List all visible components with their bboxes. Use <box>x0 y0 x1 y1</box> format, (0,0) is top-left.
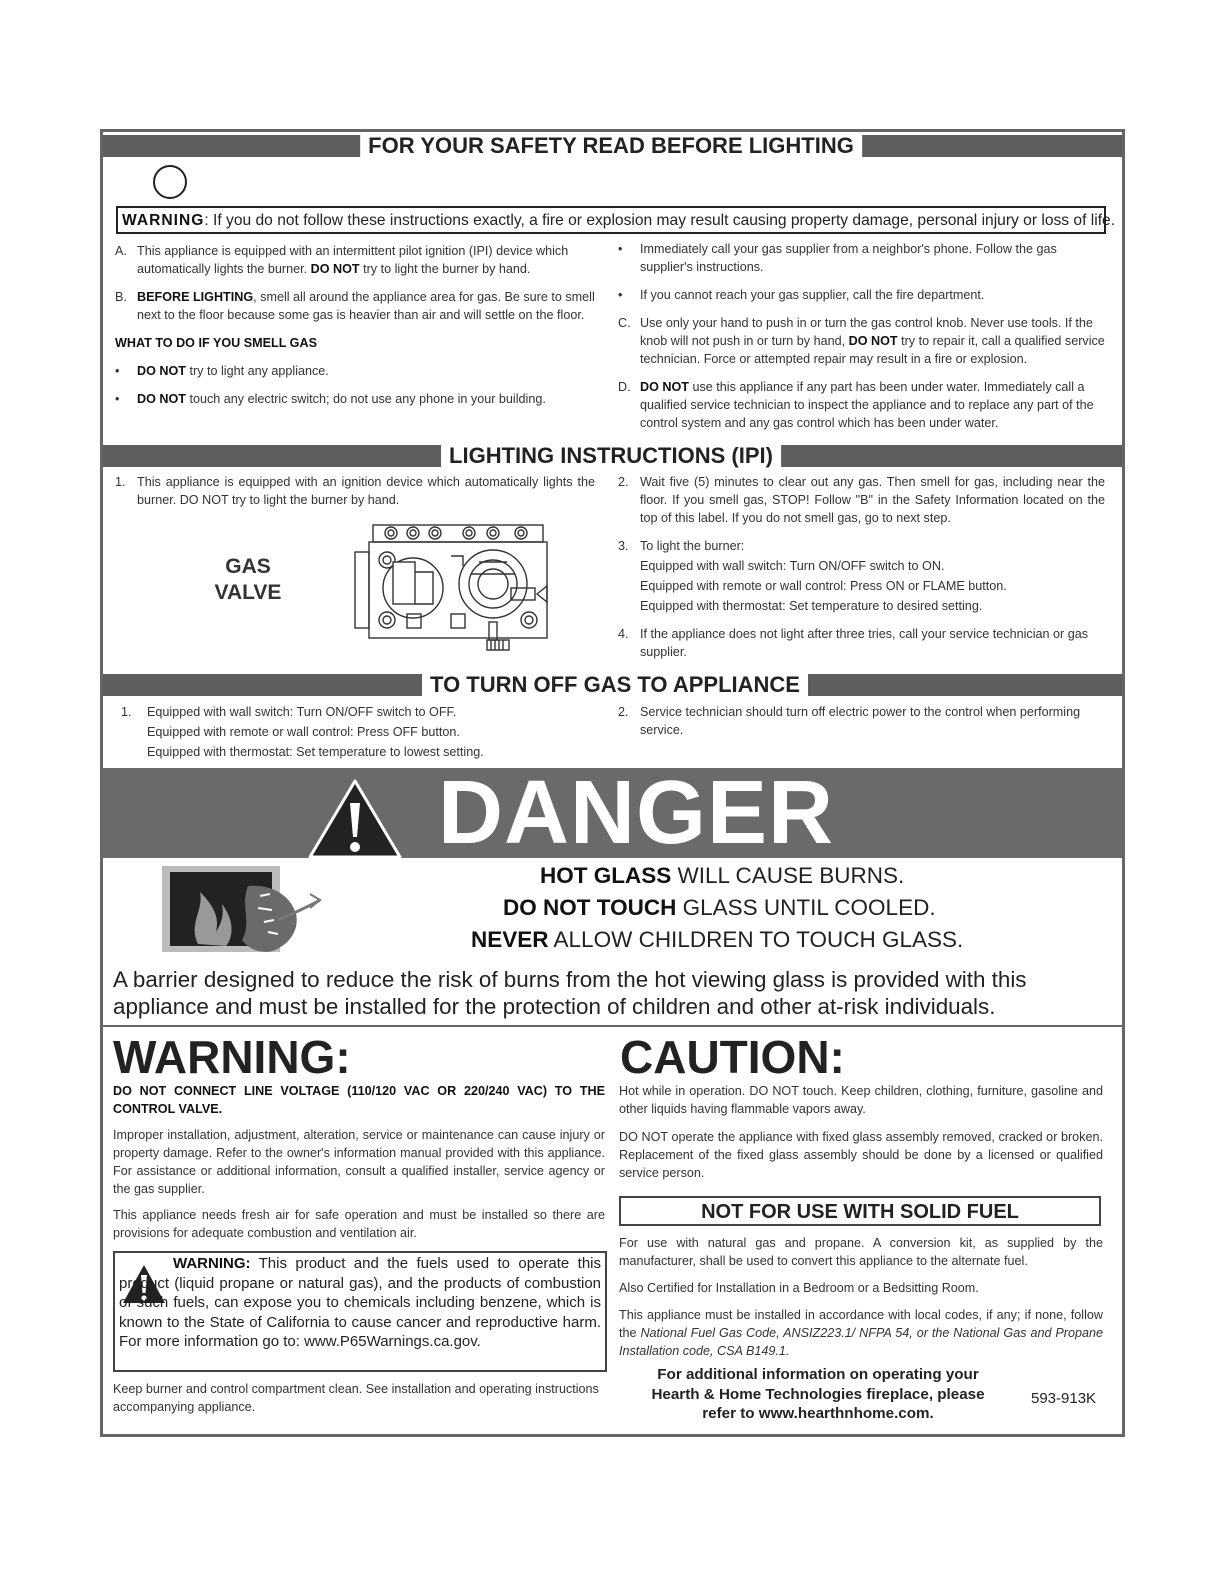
turnoff-header: TO TURN OFF GAS TO APPLIANCE <box>422 674 808 696</box>
turnoff-header-bar <box>103 674 1122 696</box>
hot-glass-line: HOT GLASS WILL CAUSE BURNS. <box>540 863 905 888</box>
part-number: 593-913K <box>1031 1390 1097 1407</box>
lighting-step-2: 2. Wait five (5) minutes to clear out any gas. Then smell for gas, including near the floor. If you smell gas, STOP! Follow "B" in the Safety Information located on the top of this label. If you do not smell gas, go to next step. <box>618 475 1105 525</box>
divider <box>103 1025 1122 1027</box>
lighting-right-column <box>618 473 1105 661</box>
natural-gas-text: For use with natural gas and propane. A conversion kit, as supplied by the manufacturer, shall be used to convert this appliance to the alternate fuel. <box>619 1236 1103 1268</box>
lighting-step-4: 4. If the appliance does not light after three tries, call your service technician or gas supplier. <box>618 627 1089 659</box>
warning-column <box>113 1082 605 1242</box>
bedroom-text: Also Certified for Installation in a Bedroom or a Bedsitting Room. <box>619 1281 979 1295</box>
prop65-text: WARNING: This product and the fuels used to operate this product (liquid propane or natural gas), and the products of combustion of such fuels, can expose you to chemicals including benzene, which is known to the State of California to cause cancer and reproductive harm. For more information go to: www.P65Warnings.ca.gov. <box>119 1255 601 1351</box>
do-not-touch-line: DO NOT TOUCH GLASS UNTIL COOLED. <box>503 895 936 920</box>
safety-header: FOR YOUR SAFETY READ BEFORE LIGHTING <box>360 135 862 157</box>
caution-title: CAUTION: <box>620 1031 845 1083</box>
smell-gas-heading: WHAT TO DO IF YOU SMELL GAS <box>115 336 317 350</box>
smell-bullet-3: • Immediately call your gas supplier from a neighbor's phone. Follow the gas supplier's instructions. <box>618 242 1057 274</box>
turnoff-step-1: 1. Equipped with wall switch: Turn ON/OFF switch to OFF. Equipped with remote or wall control: Press OFF button. Equipped with thermostat: Set temperature to lowest setting. <box>121 705 484 759</box>
fuel-info-column <box>619 1234 1103 1360</box>
fresh-air-text: This appliance needs fresh air for safe operation and must be installed so there are provisions for adequate combustion and ventilation air. <box>113 1208 605 1240</box>
safety-left-column <box>115 242 595 408</box>
safety-header-bar <box>103 135 1122 157</box>
warning-box <box>116 206 1116 234</box>
lighting-header: LIGHTING INSTRUCTIONS (IPI) <box>441 445 781 467</box>
warning-line <box>122 210 1115 232</box>
prop65-warning-box <box>113 1251 607 1372</box>
improper-install-text: Improper installation, adjustment, alteration, service or maintenance can cause injury or property damage. Refer to the owner's information manual provided with this appliance. For assistance or additional information, consult a qualified installer, service agency or the gas supplier. <box>113 1128 605 1196</box>
safety-item-d: D. DO NOT use this appliance if any part has been under water. Immediately call a qualified service technician to inspect the appliance and to replace any part of the control system and any gas control which has been under water. <box>618 380 1094 430</box>
lighting-step-3: 3. To light the burner: Equipped with wall switch: Turn ON/OFF switch to ON. Equipped with remote or wall control: Press ON or FLAME button. Equipped with thermostat: Set temperature to desired setting. <box>618 539 1007 613</box>
circle-icon <box>153 165 187 199</box>
smell-bullet-4: • If you cannot reach your gas supplier, call the fire department. <box>618 288 985 302</box>
smell-bullet-1: • DO NOT try to light any appliance. <box>115 364 329 378</box>
safety-item-a: A. This appliance is equipped with an intermittent pilot ignition (IPI) device which automatically lights the burner. DO NOT try to light the burner by hand. <box>115 244 569 276</box>
warning-triangle-icon <box>308 779 402 859</box>
hot-operation-text: Hot while in operation. DO NOT touch. Keep children, clothing, furniture, gasoline and other liquids having flammable vapors away. <box>619 1084 1103 1116</box>
solid-fuel-box <box>619 1196 1101 1226</box>
danger-banner <box>103 763 1122 863</box>
danger-title: DANGER <box>438 763 835 863</box>
fixed-glass-text: DO NOT operate the appliance with fixed glass assembly removed, cracked or broken. Replacement of the fixed glass assembly should be done by a licensed or qualified service person. <box>619 1130 1103 1180</box>
codes-text: This appliance must be installed in accordance with local codes, if any; if none, follow the National Fuel Gas Code, ANSIZ223.1/ NFPA 54, or the National Gas and Propane Installation code, CSA B149.1. <box>619 1308 1103 1358</box>
gas-valve-label: GAS VALVE <box>214 555 282 604</box>
hot-glass-burn-icon <box>160 864 325 954</box>
warning-label: WARNING <box>122 212 205 229</box>
safety-item-b: B. BEFORE LIGHTING, smell all around the appliance area for gas. Be sure to smell next to the floor because some gas is heavier than air and will settle on the floor. <box>115 290 595 322</box>
barrier-notice: A barrier designed to reduce the risk of burns from the hot viewing glass is provided with this appliance and must be installed for the protection of children and other at-risk individuals. <box>113 967 1027 1019</box>
safety-label <box>100 129 1125 1437</box>
smell-bullet-2: • DO NOT touch any electric switch; do not use any phone in your building. <box>115 392 546 406</box>
never-allow-line: NEVER ALLOW CHILDREN TO TOUCH GLASS. <box>471 927 964 952</box>
additional-info: For additional information on operating your Hearth & Home Technologies fireplace, please refer to www.hearthnhome.com. <box>651 1366 985 1423</box>
voltage-warning: DO NOT CONNECT LINE VOLTAGE (110/120 VAC OR 220/240 VAC) TO THE CONTROL VALVE. <box>113 1084 605 1116</box>
caution-column <box>619 1082 1103 1182</box>
lighting-header-bar <box>103 445 1122 467</box>
safety-item-c: C. Use only your hand to push in or turn the gas control knob. Never use tools. If the knob will not push in or turn by hand, DO NOT try to repair it, call a qualified service technician. Force or attempted repair may result in a fire or explosion. <box>618 316 1105 366</box>
warning-text: : If you do not follow these instructions exactly, a fire or explosion may result causing property damage, personal injury or loss of life. <box>204 212 1116 229</box>
keep-clean-text: Keep burner and control compartment clean. See installation and operating instructions accompanying appliance. <box>113 1382 599 1414</box>
safety-right-column <box>618 240 1105 432</box>
warning-title: WARNING: <box>113 1031 351 1083</box>
gas-valve-diagram <box>351 522 556 658</box>
turnoff-step-2: 2. Service technician should turn off electric power to the control when performing service. <box>618 705 1081 737</box>
lighting-step-1: 1. This appliance is equipped with an ignition device which automatically lights the burner. DO NOT try to light the burner by hand. <box>115 475 595 507</box>
solid-fuel-text: NOT FOR USE WITH SOLID FUEL <box>701 1201 1019 1223</box>
